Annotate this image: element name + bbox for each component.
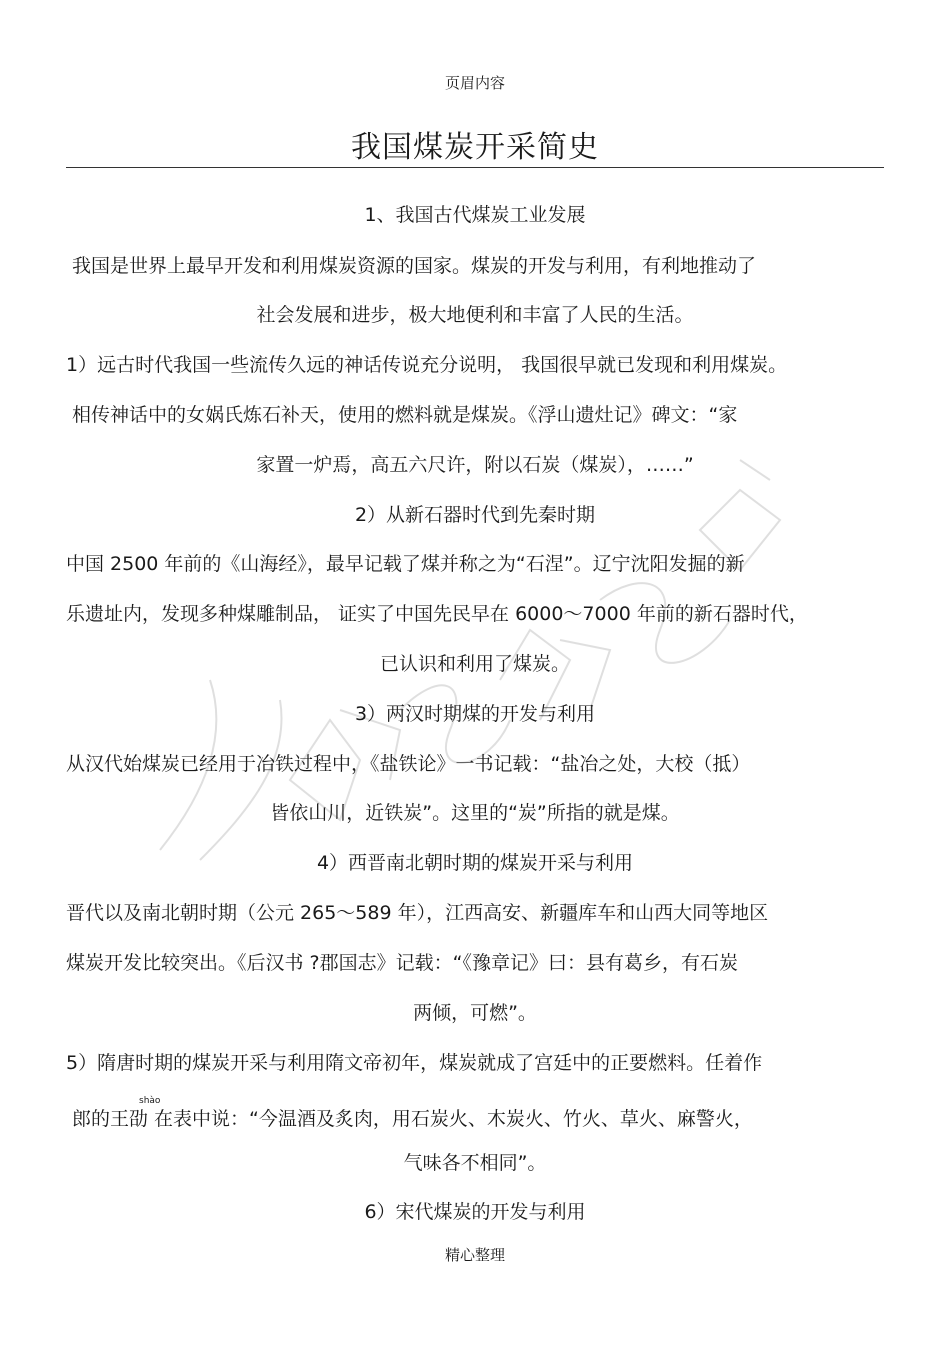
paragraph-line: 郎的王劭 在表中说：“今温酒及炙肉，用石炭火、木炭火、竹火、草火、麻警火， <box>72 1108 753 1130</box>
paragraph-line: 5）隋唐时期的煤炭开采与利用隋文帝初年，煤炭就成了宫廷中的正要燃料。任着作 <box>66 1052 763 1074</box>
paragraph-line: 社会发展和进步，极大地便利和丰富了人民的生活。 <box>256 304 694 326</box>
paragraph-line: 中国 2500 年前的《山海经》，最早记载了煤并称之为“石涅”。辽宁沈阳发掘的新 <box>66 553 745 575</box>
section-heading-4: 4）西晋南北朝时期的煤炭开采与利用 <box>316 852 634 874</box>
section-heading-1: 1、我国古代煤炭工业发展 <box>364 204 586 226</box>
pinyin-annotation: shào <box>139 1096 161 1106</box>
section-heading-3: 3）两汉时期煤的开发与利用 <box>354 703 596 725</box>
section-heading-6: 6）宋代煤炭的开发与利用 <box>364 1201 586 1223</box>
paragraph-line: 已认识和利用了煤炭。 <box>379 653 570 675</box>
document-title: 我国煤炭开采简史 <box>351 130 599 165</box>
paragraph-line: 煤炭开发比较突出。《后汉书 ?郡国志》记载：“《豫章记》曰：县有葛乡，有石炭 <box>66 952 738 974</box>
section-heading-2: 2）从新石器时代到先秦时期 <box>354 504 596 526</box>
paragraph-line: 乐遗址内，发现多种煤雕制品， 证实了中国先民早在 6000～7000 年前的新石器时代， <box>66 603 808 625</box>
page-header: 页眉内容 <box>444 74 505 92</box>
paragraph-line: 家置一炉焉，高五六尺许，附以石炭（煤炭），……” <box>256 454 694 476</box>
title-underline <box>66 167 884 168</box>
paragraph-line: 两倾，可燃”。 <box>413 1002 537 1024</box>
page-footer: 精心整理 <box>444 1246 505 1264</box>
paragraph-line: 晋代以及南北朝时期（公元 265～589 年），江西高安、新疆库车和山西大同等地区 <box>66 902 769 924</box>
paragraph-line: 相传神话中的女娲氏炼石补天，使用的燃料就是煤炭。《浮山遗灶记》碑文：“家 <box>72 404 738 426</box>
paragraph-line: 我国是世界上最早开发和利用煤炭资源的国家。煤炭的开发与利用，有利地推动了 <box>72 255 757 277</box>
paragraph-line: 皆依山川，近铁炭”。这里的“炭”所指的就是煤。 <box>270 802 680 824</box>
paragraph-line: 从汉代始煤炭已经用于冶铁过程中，《盐铁论》一书记载：“盐冶之处，大校（抵） <box>66 753 751 775</box>
paragraph-line: 气味各不相同”。 <box>403 1152 547 1174</box>
paragraph-line: 1）远古时代我国一些流传久远的神话传说充分说明， 我国很早就已发现和利用煤炭。 <box>66 354 788 376</box>
